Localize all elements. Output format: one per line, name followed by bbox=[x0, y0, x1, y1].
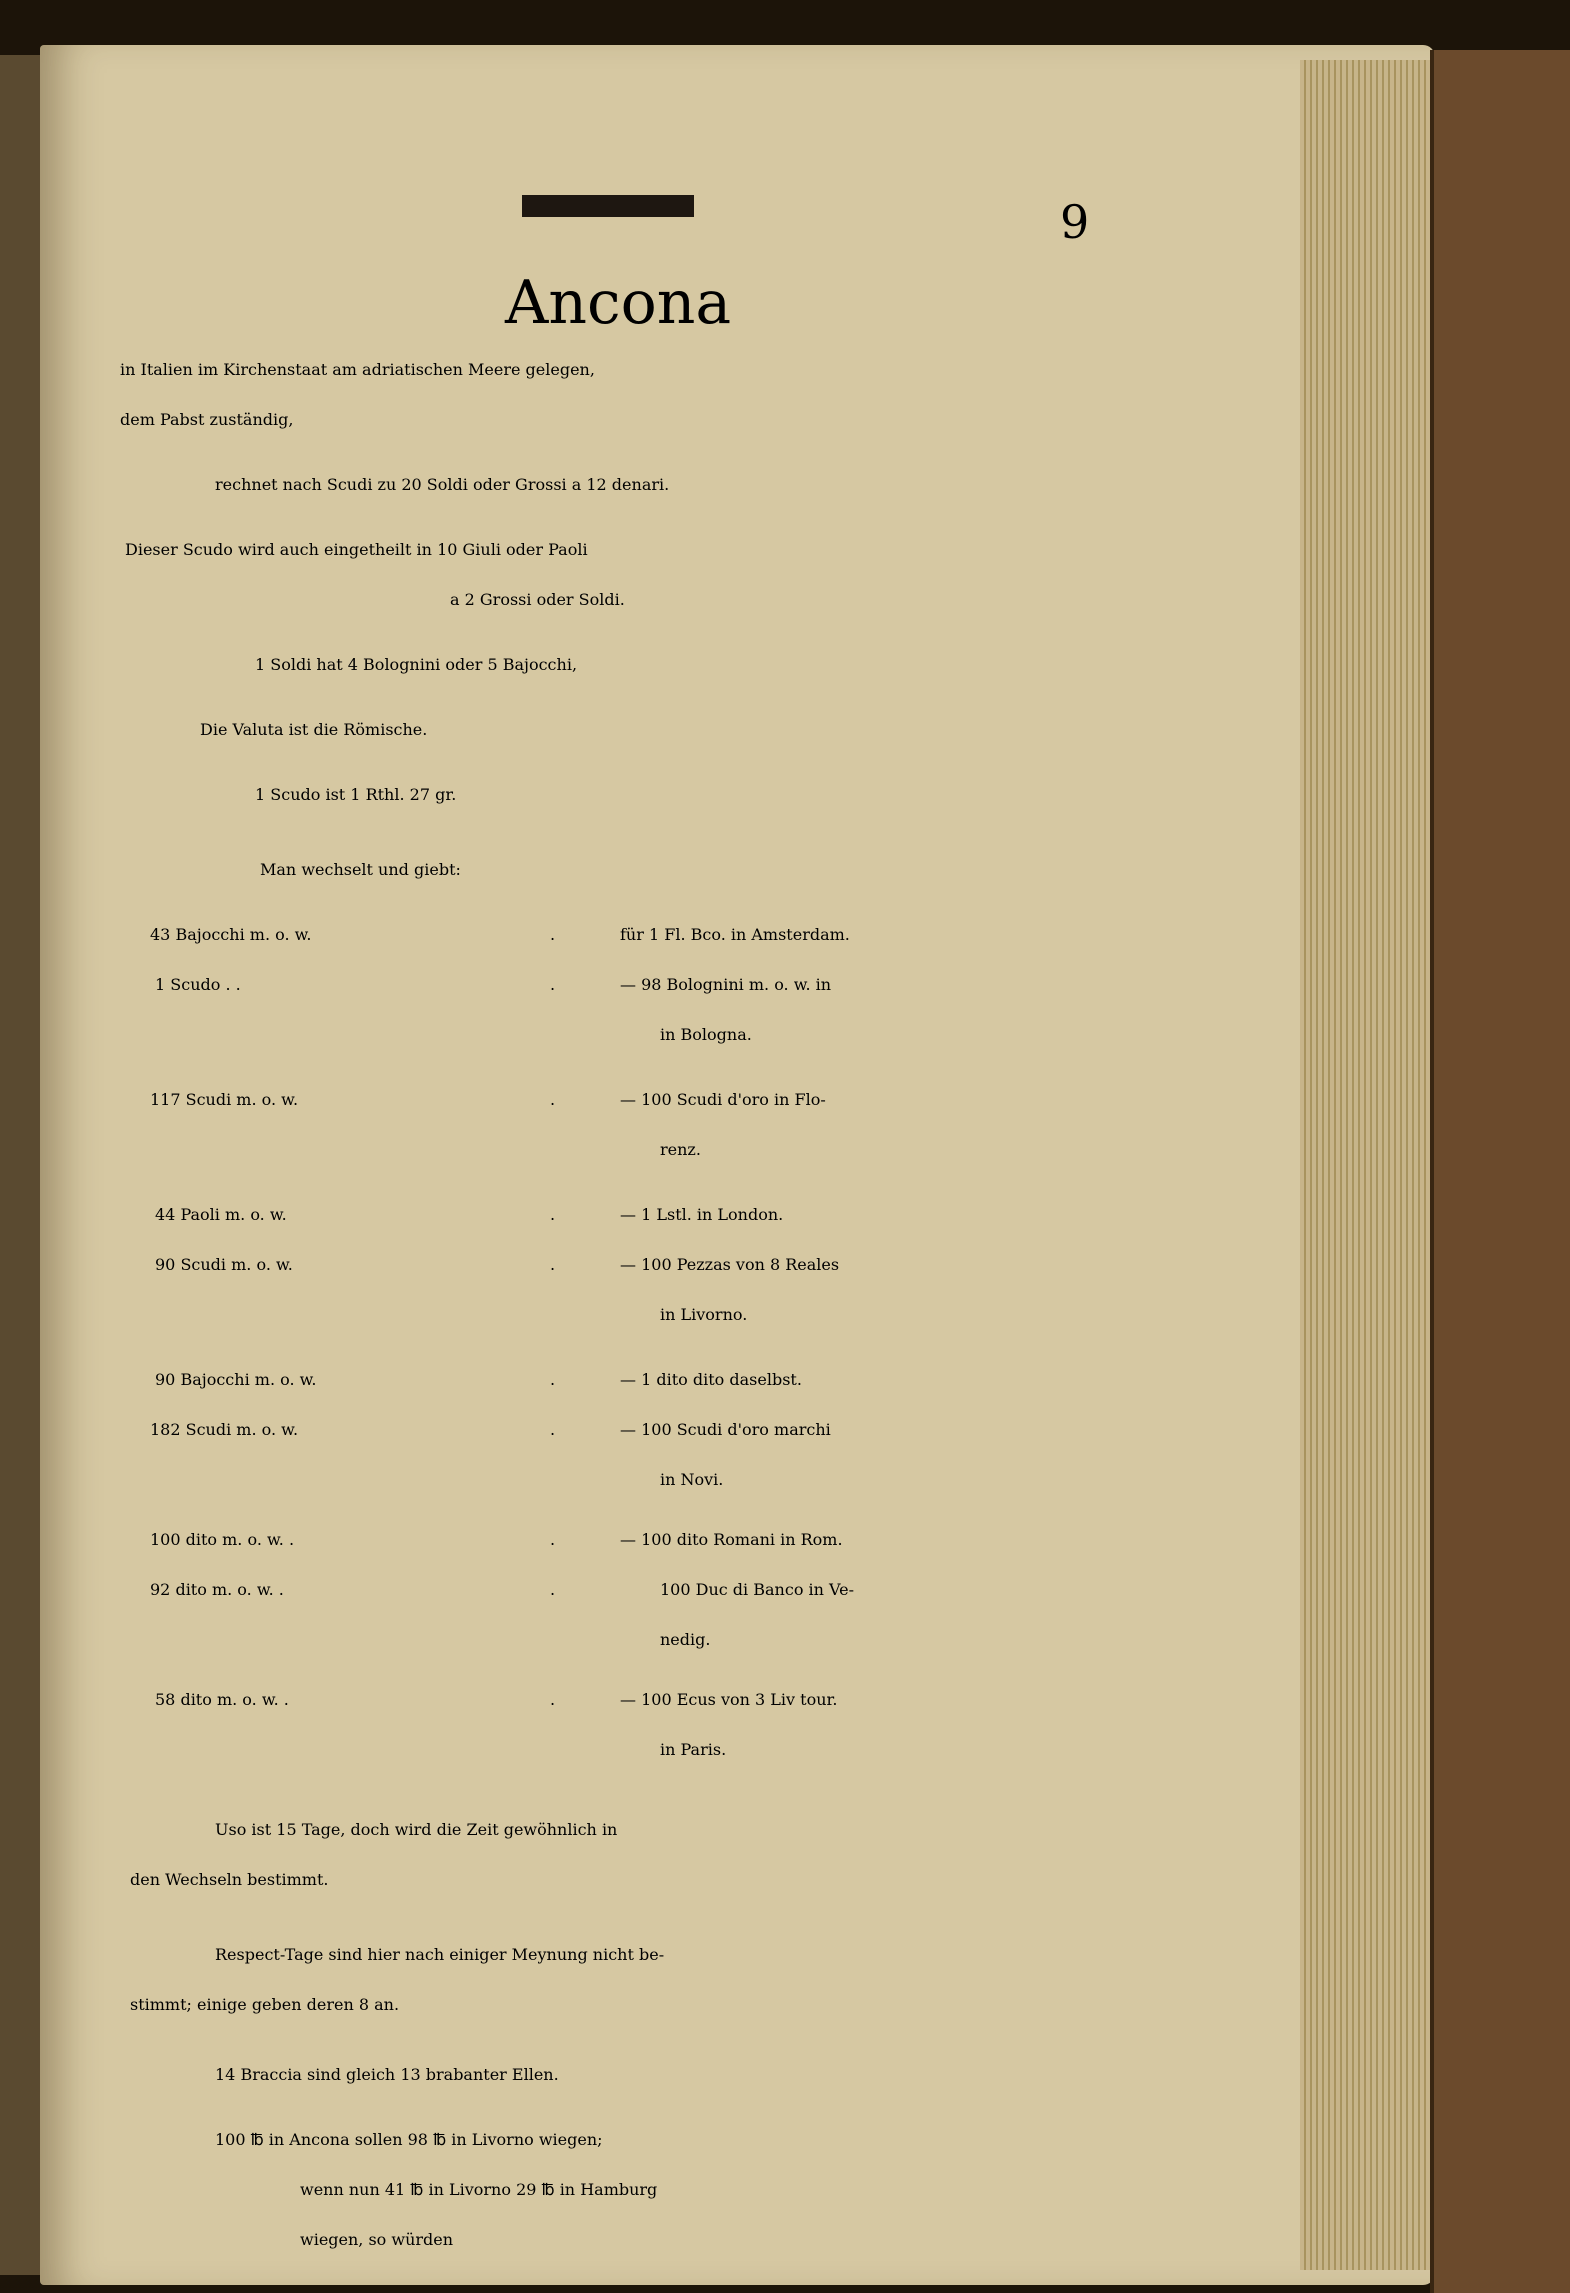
exchange-left: 90 Bajocchi m. o. w. bbox=[155, 1370, 317, 1389]
exchange-dot: . bbox=[550, 1205, 556, 1224]
closing-line: stimmt; einige geben deren 8 an. bbox=[130, 1995, 400, 2014]
header-rule bbox=[522, 195, 694, 217]
exchange-right: — 1 dito dito daselbst. bbox=[620, 1370, 802, 1389]
exchange-dot: . bbox=[550, 1580, 556, 1599]
exchange-dot: . bbox=[550, 1255, 556, 1274]
exchange-right: — 100 Scudi d'oro in Flo- bbox=[620, 1090, 826, 1109]
intro-line: rechnet nach Scudi zu 20 Soldi oder Grossi a 12 denari. bbox=[215, 475, 670, 494]
exchange-left: 90 Scudi m. o. w. bbox=[155, 1255, 293, 1274]
exchange-right: — 1 Lstl. in London. bbox=[620, 1205, 784, 1224]
intro-line: 1 Scudo ist 1 Rthl. 27 gr. bbox=[255, 785, 457, 804]
intro-line: Dieser Scudo wird auch eingetheilt in 10 Giuli oder Paoli bbox=[125, 540, 588, 559]
exchange-right: 100 Duc di Banco in Ve- bbox=[660, 1580, 854, 1599]
exchange-right: in Bologna. bbox=[660, 1025, 752, 1044]
intro-line: in Italien im Kirchenstaat am adriatischen Meere gelegen, bbox=[120, 360, 595, 379]
closing-line: wiegen, so würden bbox=[300, 2230, 454, 2249]
exchange-dot: . bbox=[550, 1370, 556, 1389]
exchange-dot: . bbox=[550, 925, 556, 944]
exchange-left: 117 Scudi m. o. w. bbox=[150, 1090, 299, 1109]
exchange-left: 182 Scudi m. o. w. bbox=[150, 1420, 299, 1439]
exchange-right: renz. bbox=[660, 1140, 701, 1159]
closing-line: 100 ℔ in Ancona sollen 98 ℔ in Livorno wiegen; bbox=[215, 2130, 603, 2149]
intro-line: 1 Soldi hat 4 Bolognini oder 5 Bajocchi, bbox=[255, 655, 578, 674]
exchange-right: in Novi. bbox=[660, 1470, 724, 1489]
exchange-left: 100 dito m. o. w. . bbox=[150, 1530, 295, 1549]
closing-line: 14 Braccia sind gleich 13 brabanter Ellen. bbox=[215, 2065, 559, 2084]
closing-line: Respect-Tage sind hier nach einiger Meynung nicht be- bbox=[215, 1945, 665, 1964]
exchange-right: — 100 dito Romani in Rom. bbox=[620, 1530, 843, 1549]
page-title: Ancona bbox=[505, 268, 732, 338]
exchange-left: 58 dito m. o. w. . bbox=[155, 1690, 289, 1709]
exchange-right: — 100 Ecus von 3 Liv tour. bbox=[620, 1690, 838, 1709]
intro-line: Man wechselt und giebt: bbox=[260, 860, 461, 879]
exchange-left: 44 Paoli m. o. w. bbox=[155, 1205, 287, 1224]
exchange-left: 43 Bajocchi m. o. w. bbox=[150, 925, 312, 944]
closing-line: den Wechseln bestimmt. bbox=[130, 1870, 329, 1889]
exchange-right: in Livorno. bbox=[660, 1305, 748, 1324]
exchange-right: für 1 Fl. Bco. in Amsterdam. bbox=[620, 925, 850, 944]
exchange-right: nedig. bbox=[660, 1630, 711, 1649]
closing-line: Uso ist 15 Tage, doch wird die Zeit gewöhnlich in bbox=[215, 1820, 618, 1839]
exchange-right: — 100 Scudi d'oro marchi bbox=[620, 1420, 831, 1439]
closing-line: wenn nun 41 ℔ in Livorno 29 ℔ in Hamburg bbox=[300, 2180, 658, 2199]
intro-line: dem Pabst zuständig, bbox=[120, 410, 294, 429]
exchange-dot: . bbox=[550, 1420, 556, 1439]
exchange-dot: . bbox=[550, 975, 556, 994]
exchange-left: 92 dito m. o. w. . bbox=[150, 1580, 284, 1599]
exchange-right: — 98 Bolognini m. o. w. in bbox=[620, 975, 832, 994]
book-cover bbox=[1430, 50, 1570, 2293]
exchange-dot: . bbox=[550, 1090, 556, 1109]
intro-line: Die Valuta ist die Römische. bbox=[200, 720, 428, 739]
exchange-right: — 100 Pezzas von 8 Reales bbox=[620, 1255, 840, 1274]
page-edges bbox=[1300, 60, 1445, 2270]
exchange-dot: . bbox=[550, 1530, 556, 1549]
intro-line: a 2 Grossi oder Soldi. bbox=[450, 590, 625, 609]
page-number: 9 bbox=[1060, 195, 1090, 249]
exchange-left: 1 Scudo . . bbox=[155, 975, 241, 994]
exchange-dot: . bbox=[550, 1690, 556, 1709]
exchange-right: in Paris. bbox=[660, 1740, 727, 1759]
